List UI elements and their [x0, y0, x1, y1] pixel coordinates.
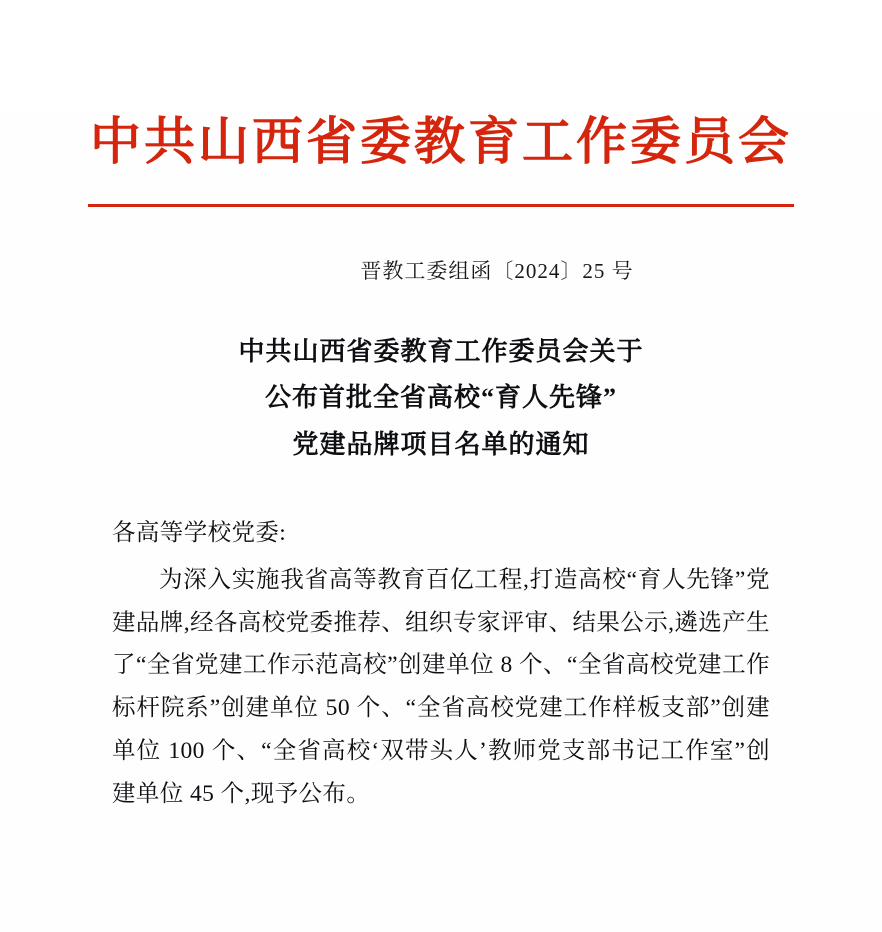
document-title-line-3: 党建品牌项目名单的通知 [292, 429, 590, 459]
issuing-organization: 中共山西省委教育工作委员会 [89, 112, 792, 172]
masthead [0, 112, 882, 207]
document-title-line-2: 公布首批全省高校“育人先锋” [264, 383, 617, 413]
document-number: 晋教工委组函〔2024〕25 号 [360, 259, 634, 284]
document-title-line-1: 中共山西省委教育工作委员会关于 [238, 337, 644, 367]
document-body [0, 512, 882, 815]
body-paragraph-1: 为深入实施我省高等教育百亿工程,打造高校“育人先锋”党建品牌,经各高校党委推荐、组织专家评审、结果公示,遴选产生了“全省党建工作示范高校”创建单位 8 个、“全省高校党建工作标杆院系”创建单位 50 个、“全省高校党建工作样板支部”创建单位 100 个、“全省高校‘双带头人’教师党支部书记工作室”创建单位 45 个,现予公布。 [112, 566, 770, 807]
masthead-divider [88, 204, 794, 207]
salutation: 各高等学校党委: [112, 519, 287, 546]
document-title [0, 329, 882, 468]
document-page [0, 112, 882, 932]
